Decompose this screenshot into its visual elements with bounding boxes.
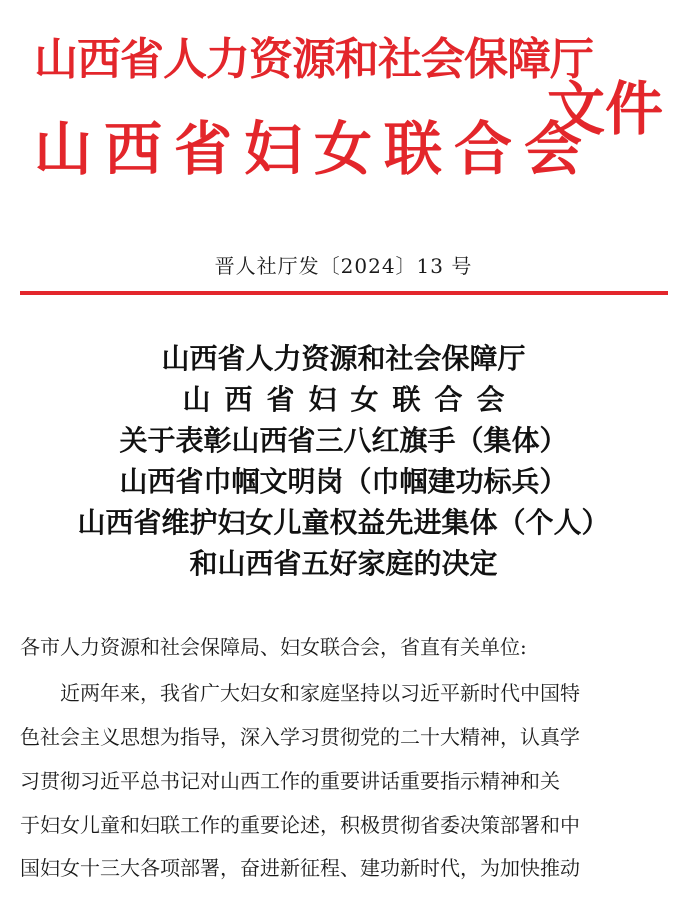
title-line-issuer-1: 山西省人力资源和社会保障厅 (161, 342, 526, 375)
title-line-issuer-2: 山西省妇女联合会 (182, 383, 519, 416)
document-number: 晋人社厅发〔2024〕13 号 (214, 254, 473, 278)
document-label: 文件 (547, 75, 664, 143)
salutation: 各市人力资源和社会保障局、妇女联合会，省直有关单位: (20, 635, 527, 659)
issuer-name-womens-federation: 山西省妇女联合会 (34, 115, 595, 183)
body-text-line: 习贯彻习近平总书记对山西工作的重要讲话重要指示精神和关 (20, 769, 560, 793)
body-text-line: 于妇女儿童和妇联工作的重要论述，积极贯彻省委决策部署和中 (20, 813, 580, 837)
red-separator-line (20, 291, 668, 295)
title-line-subject-4: 和山西省五好家庭的决定 (189, 547, 498, 580)
issuer-name-hrss: 山西省人力资源和社会保障厅 (34, 34, 593, 85)
title-line-subject-2: 山西省巾帼文明岗（巾帼建功标兵） (119, 465, 568, 498)
title-line-subject-3: 山西省维护妇女儿童权益先进集体（个人） (77, 506, 610, 539)
body-text-line: 国妇女十三大各项部署，奋进新征程、建功新时代，为加快推动 (20, 856, 580, 880)
body-text-line: 近两年来，我省广大妇女和家庭坚持以习近平新时代中国特 (60, 681, 580, 705)
red-masthead (0, 0, 687, 205)
title-line-subject-1: 关于表彰山西省三八红旗手（集体） (119, 424, 568, 457)
decision-title (0, 338, 687, 584)
body-text-line: 色社会主义思想为指导，深入学习贯彻党的二十大精神，认真学 (20, 725, 580, 749)
